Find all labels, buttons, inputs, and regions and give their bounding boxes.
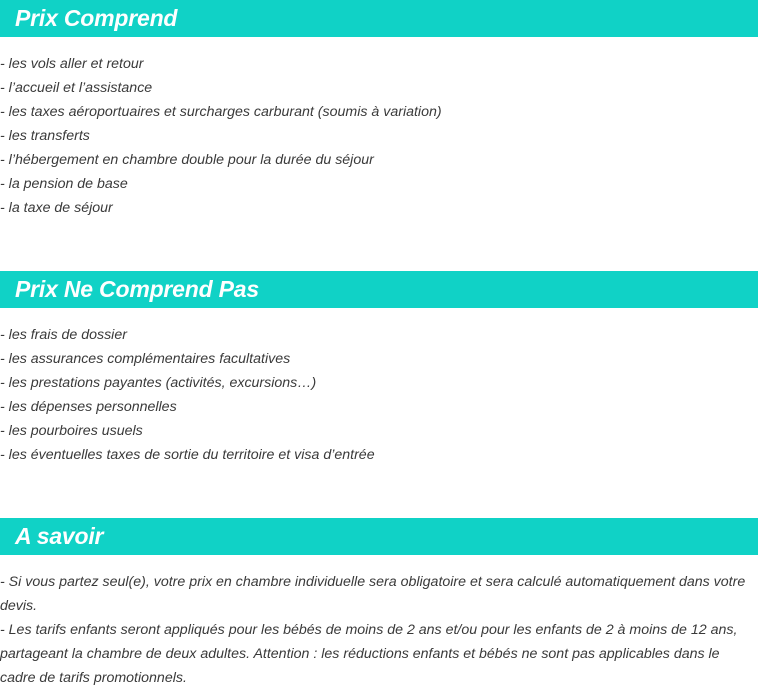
list-item: - la pension de base: [0, 176, 128, 192]
list-item: - les vols aller et retour: [0, 56, 144, 72]
list-item: - l’hébergement en chambre double pour la durée du séjour: [0, 152, 374, 168]
info-section-title: A savoir: [15, 523, 104, 549]
included-section-header: [0, 0, 758, 37]
info-body: [0, 570, 756, 690]
list-item: - les pourboires usuels: [0, 423, 143, 439]
info-paragraph: - Les tarifs enfants seront appliqués pour les bébés de moins de 2 ans et/ou pour les enfants de 2 à moins de 12 ans, partageant la chambre de deux adultes. Attention : les réductions enfants et bébés ne sont pas applicables dans le cadre de tarifs promotionnels.: [0, 622, 738, 686]
list-item: - les éventuelles taxes de sortie du territoire et visa d’entrée: [0, 447, 375, 463]
list-item: - la taxe de séjour: [0, 200, 113, 216]
info-section-header: [0, 518, 758, 555]
list-item: - les prestations payantes (activités, excursions…): [0, 375, 317, 391]
list-item: - l’accueil et l’assistance: [0, 80, 153, 96]
list-item: - les transferts: [0, 128, 90, 144]
included-list: [0, 52, 758, 220]
list-item: - les frais de dossier: [0, 327, 127, 343]
info-paragraph: - Si vous partez seul(e), votre prix en chambre individuelle sera obligatoire et sera calculé automatiquement dans votre devis.: [0, 574, 746, 614]
list-item: - les dépenses personnelles: [0, 399, 177, 415]
not-included-section-header: [0, 271, 758, 308]
list-item: - les taxes aéroportuaires et surcharges carburant (soumis à variation): [0, 104, 442, 120]
not-included-list: [0, 323, 758, 467]
list-item: - les assurances complémentaires facultatives: [0, 351, 291, 367]
not-included-section-title: Prix Ne Comprend Pas: [15, 276, 259, 302]
included-section-title: Prix Comprend: [15, 5, 178, 31]
